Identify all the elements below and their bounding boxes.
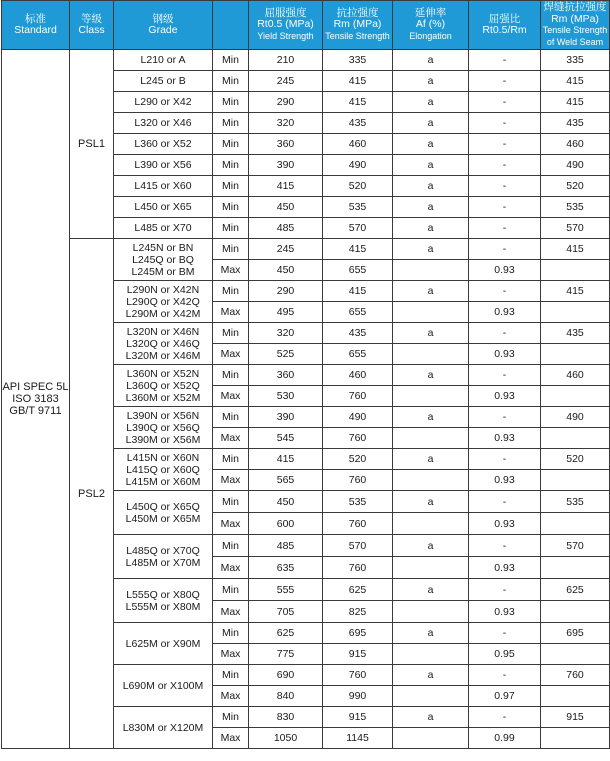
min-max-cell: Min [213,449,249,470]
min-max-cell: Min [213,281,249,302]
tensile-cell: 695 [323,623,393,644]
min-max-cell: Max [213,260,249,281]
yield-cell: 485 [249,535,323,557]
weld-cell-empty [541,686,610,707]
ratio-cell: 0.99 [469,728,541,749]
ratio-cell: - [469,197,541,218]
weld-cell: 415 [541,281,610,302]
grade-name: L390Q or X56Q [126,421,200,434]
weld-cell: 625 [541,579,610,601]
elongation-cell: a [393,134,469,155]
ratio-cell: - [469,491,541,513]
yield-cell: 530 [249,386,323,407]
elongation-cell [393,644,469,665]
grade-name: L415Q or X60Q [126,463,200,476]
weld-cell: 760 [541,665,610,686]
weld-cell: 415 [541,239,610,260]
weld-cell: 570 [541,218,610,239]
min-max-cell: Max [213,728,249,749]
grade-name: L450Q or X65Q [126,500,200,513]
tensile-cell: 535 [323,197,393,218]
weld-cell: 570 [541,535,610,557]
weld-cell: 490 [541,407,610,428]
min-max-cell: Min [213,535,249,557]
grade-cell [114,535,213,579]
grade-cell [114,449,213,491]
grade-name: L390M or X56M [125,433,201,446]
min-max-cell: Min [213,92,249,113]
grade-cell: L390 or X56 [114,155,213,176]
table-row [2,239,610,260]
yield-cell: 245 [249,71,323,92]
tensile-cell: 460 [323,365,393,386]
tensile-cell: 760 [323,557,393,579]
class-cell-psl2: PSL2 [70,239,114,749]
min-max-cell: Min [213,707,249,728]
tensile-cell: 520 [323,176,393,197]
grade-cell [114,707,213,749]
yield-cell: 290 [249,92,323,113]
elongation-cell [393,601,469,623]
ratio-cell: - [469,623,541,644]
grade-cell [114,281,213,323]
weld-cell-empty [541,344,610,365]
grade-cell [114,407,213,449]
ratio-cell: 0.93 [469,513,541,535]
grade-cell [114,365,213,407]
tensile-cell: 625 [323,579,393,601]
weld-cell-empty [541,428,610,449]
yield-cell: 485 [249,218,323,239]
tensile-cell: 520 [323,449,393,470]
elongation-cell: a [393,579,469,601]
table-body [2,50,610,749]
elongation-cell: a [393,113,469,134]
grade-name: L415N or X60N [126,451,200,464]
tensile-cell: 655 [323,260,393,281]
elongation-cell [393,386,469,407]
elongation-cell: a [393,239,469,260]
grade-name: L415M or X60M [125,475,201,488]
min-max-cell: Min [213,50,249,71]
yield-cell: 775 [249,644,323,665]
tensile-cell: 760 [323,513,393,535]
min-max-cell: Max [213,344,249,365]
weld-cell: 460 [541,365,610,386]
min-max-cell: Min [213,176,249,197]
ratio-cell: 0.93 [469,344,541,365]
elongation-cell: a [393,365,469,386]
min-max-cell: Min [213,323,249,344]
standard-name: API SPEC 5L [2,381,69,393]
weld-cell-empty [541,601,610,623]
elongation-cell: a [393,535,469,557]
tensile-cell: 990 [323,686,393,707]
yield-cell: 390 [249,155,323,176]
tensile-cell: 415 [323,281,393,302]
grade-cell [114,323,213,365]
tensile-cell: 655 [323,344,393,365]
header-yield: 屈服强度 Rt0.5 (MPa) Yield Strength [249,1,323,50]
ratio-cell: - [469,407,541,428]
tensile-cell: 415 [323,92,393,113]
min-max-cell: Min [213,134,249,155]
grade-name: L290M or X42M [125,307,201,320]
header-weld: 焊缝抗拉强度 Rm (MPa) Tensile Strength of Weld Seam [541,1,610,50]
tensile-cell: 915 [323,644,393,665]
header-ratio: 屈强比 Rt0.5/Rm [469,1,541,50]
ratio-cell: 0.93 [469,470,541,491]
yield-cell: 690 [249,665,323,686]
weld-cell: 535 [541,197,610,218]
elongation-cell [393,470,469,491]
tensile-cell: 435 [323,113,393,134]
weld-cell: 335 [541,50,610,71]
min-max-cell: Min [213,665,249,686]
yield-cell: 450 [249,260,323,281]
grade-name: L360M or X52M [125,391,201,404]
ratio-cell: - [469,50,541,71]
header-tensile: 抗拉强度 Rm (MPa) Tensile Strength [323,1,393,50]
yield-cell: 360 [249,134,323,155]
min-max-cell: Min [213,407,249,428]
yield-cell: 245 [249,239,323,260]
elongation-cell [393,513,469,535]
tensile-cell: 760 [323,428,393,449]
tensile-cell: 535 [323,491,393,513]
table-header [2,1,610,50]
header-class: 等级 Class [70,1,114,50]
ratio-cell: 0.95 [469,644,541,665]
weld-cell: 460 [541,134,610,155]
tensile-cell: 570 [323,535,393,557]
grade-name: L290Q or X42Q [126,295,200,308]
elongation-cell: a [393,323,469,344]
elongation-cell: a [393,155,469,176]
yield-cell: 565 [249,470,323,491]
min-max-cell: Min [213,239,249,260]
weld-cell-empty [541,644,610,665]
ratio-cell: - [469,176,541,197]
ratio-cell: - [469,579,541,601]
grade-name: L245M or BM [131,265,195,278]
elongation-cell [393,302,469,323]
table-row [2,50,610,71]
header-standard: 标准 Standard [2,1,70,50]
tensile-cell: 1145 [323,728,393,749]
yield-cell: 600 [249,513,323,535]
elongation-cell: a [393,449,469,470]
weld-cell: 535 [541,491,610,513]
yield-cell: 840 [249,686,323,707]
tensile-cell: 415 [323,71,393,92]
weld-cell: 415 [541,92,610,113]
ratio-cell: - [469,535,541,557]
grade-cell: L360 or X52 [114,134,213,155]
ratio-cell: 0.93 [469,386,541,407]
elongation-cell [393,686,469,707]
ratio-cell: - [469,365,541,386]
grade-name: L485Q or X70Q [126,544,200,557]
grade-name: L555M or X80M [125,600,201,613]
tensile-cell: 760 [323,470,393,491]
ratio-cell: - [469,707,541,728]
grade-cell [114,579,213,623]
grade-name: L245N or BN [132,241,194,254]
weld-cell: 435 [541,113,610,134]
tensile-cell: 915 [323,707,393,728]
header-grade: 钢级 Grade [114,1,213,50]
tensile-cell: 335 [323,50,393,71]
grade-name: L290N or X42N [126,283,200,296]
elongation-cell: a [393,623,469,644]
min-max-cell: Min [213,218,249,239]
grade-name: L320N or X46N [126,325,200,338]
elongation-cell: a [393,92,469,113]
weld-cell-empty [541,470,610,491]
min-max-cell: Max [213,601,249,623]
min-max-cell: Max [213,644,249,665]
grade-cell: L245 or B [114,71,213,92]
ratio-cell: - [469,281,541,302]
grade-name: L360Q or X52Q [126,379,200,392]
grade-cell: L450 or X65 [114,197,213,218]
grade-name: L245Q or BQ [132,253,194,266]
elongation-cell: a [393,50,469,71]
yield-cell: 290 [249,281,323,302]
min-max-cell: Max [213,513,249,535]
yield-cell: 320 [249,323,323,344]
grade-name: L390N or X56N [126,409,200,422]
ratio-cell: - [469,239,541,260]
weld-cell-empty [541,302,610,323]
min-max-cell: Min [213,197,249,218]
ratio-cell: - [469,665,541,686]
elongation-cell: a [393,197,469,218]
tensile-cell: 825 [323,601,393,623]
yield-cell: 390 [249,407,323,428]
min-max-cell: Min [213,579,249,601]
weld-cell: 435 [541,323,610,344]
standard-cell [2,50,70,749]
ratio-cell: - [469,92,541,113]
weld-cell-empty [541,513,610,535]
weld-cell: 415 [541,71,610,92]
ratio-cell: 0.93 [469,302,541,323]
yield-cell: 450 [249,491,323,513]
weld-cell-empty [541,386,610,407]
weld-cell: 695 [541,623,610,644]
ratio-cell: - [469,155,541,176]
min-max-cell: Max [213,557,249,579]
yield-cell: 555 [249,579,323,601]
grade-name: L320M or X46M [125,349,201,362]
yield-cell: 210 [249,50,323,71]
weld-cell: 915 [541,707,610,728]
tensile-cell: 760 [323,665,393,686]
grade-cell: L485 or X70 [114,218,213,239]
min-max-cell: Max [213,428,249,449]
ratio-cell: - [469,449,541,470]
tensile-cell: 460 [323,134,393,155]
grade-cell [114,665,213,707]
weld-cell-empty [541,728,610,749]
weld-cell: 520 [541,449,610,470]
ratio-cell: 0.93 [469,557,541,579]
yield-cell: 625 [249,623,323,644]
yield-cell: 705 [249,601,323,623]
ratio-cell: 0.93 [469,428,541,449]
tensile-cell: 490 [323,407,393,428]
grade-name: L485M or X70M [125,556,201,569]
grade-cell: L320 or X46 [114,113,213,134]
yield-cell: 830 [249,707,323,728]
grade-name: L625M or X90M [125,637,201,650]
yield-cell: 545 [249,428,323,449]
elongation-cell: a [393,407,469,428]
ratio-cell: - [469,113,541,134]
min-max-cell: Max [213,470,249,491]
weld-cell-empty [541,557,610,579]
min-max-cell: Min [213,71,249,92]
grade-name: L450M or X65M [125,512,201,525]
elongation-cell [393,344,469,365]
tensile-cell: 435 [323,323,393,344]
weld-cell: 490 [541,155,610,176]
tensile-cell: 570 [323,218,393,239]
grade-name: L320Q or X46Q [126,337,200,350]
grade-cell [114,623,213,665]
min-max-cell: Min [213,365,249,386]
elongation-cell: a [393,71,469,92]
min-max-cell: Max [213,302,249,323]
elongation-cell: a [393,176,469,197]
grade-cell [114,491,213,535]
tensile-cell: 490 [323,155,393,176]
ratio-cell: - [469,71,541,92]
elongation-cell: a [393,665,469,686]
weld-cell: 520 [541,176,610,197]
grade-name: L690M or X100M [122,679,204,692]
header-min-max [213,1,249,50]
yield-cell: 635 [249,557,323,579]
ratio-cell: 0.97 [469,686,541,707]
ratio-cell: - [469,134,541,155]
tensile-cell: 415 [323,239,393,260]
grade-cell: L210 or A [114,50,213,71]
elongation-cell [393,728,469,749]
weld-cell-empty [541,260,610,281]
grade-cell [114,239,213,281]
elongation-cell [393,428,469,449]
standard-name: ISO 3183 [12,393,59,405]
min-max-cell: Min [213,113,249,134]
grade-name: L830M or X120M [122,721,204,734]
pipe-grade-table [1,0,610,749]
tensile-cell: 760 [323,386,393,407]
ratio-cell: 0.93 [469,601,541,623]
ratio-cell: - [469,218,541,239]
yield-cell: 525 [249,344,323,365]
min-max-cell: Max [213,686,249,707]
yield-cell: 450 [249,197,323,218]
yield-cell: 1050 [249,728,323,749]
yield-cell: 415 [249,449,323,470]
class-cell-psl1: PSL1 [70,50,114,239]
ratio-cell: 0.93 [469,260,541,281]
grade-cell: L290 or X42 [114,92,213,113]
min-max-cell: Min [213,155,249,176]
grade-cell: L415 or X60 [114,176,213,197]
grade-name: L360N or X52N [126,367,200,380]
header-elongation: 延伸率 Af (%) Elongation [393,1,469,50]
yield-cell: 415 [249,176,323,197]
grade-name: L555Q or X80Q [126,588,200,601]
elongation-cell: a [393,281,469,302]
yield-cell: 320 [249,113,323,134]
standard-name: GB/T 9711 [9,405,62,417]
yield-cell: 360 [249,365,323,386]
tensile-cell: 655 [323,302,393,323]
min-max-cell: Min [213,623,249,644]
elongation-cell [393,260,469,281]
elongation-cell [393,557,469,579]
min-max-cell: Min [213,491,249,513]
min-max-cell: Max [213,386,249,407]
elongation-cell: a [393,707,469,728]
elongation-cell: a [393,491,469,513]
elongation-cell: a [393,218,469,239]
ratio-cell: - [469,323,541,344]
yield-cell: 495 [249,302,323,323]
